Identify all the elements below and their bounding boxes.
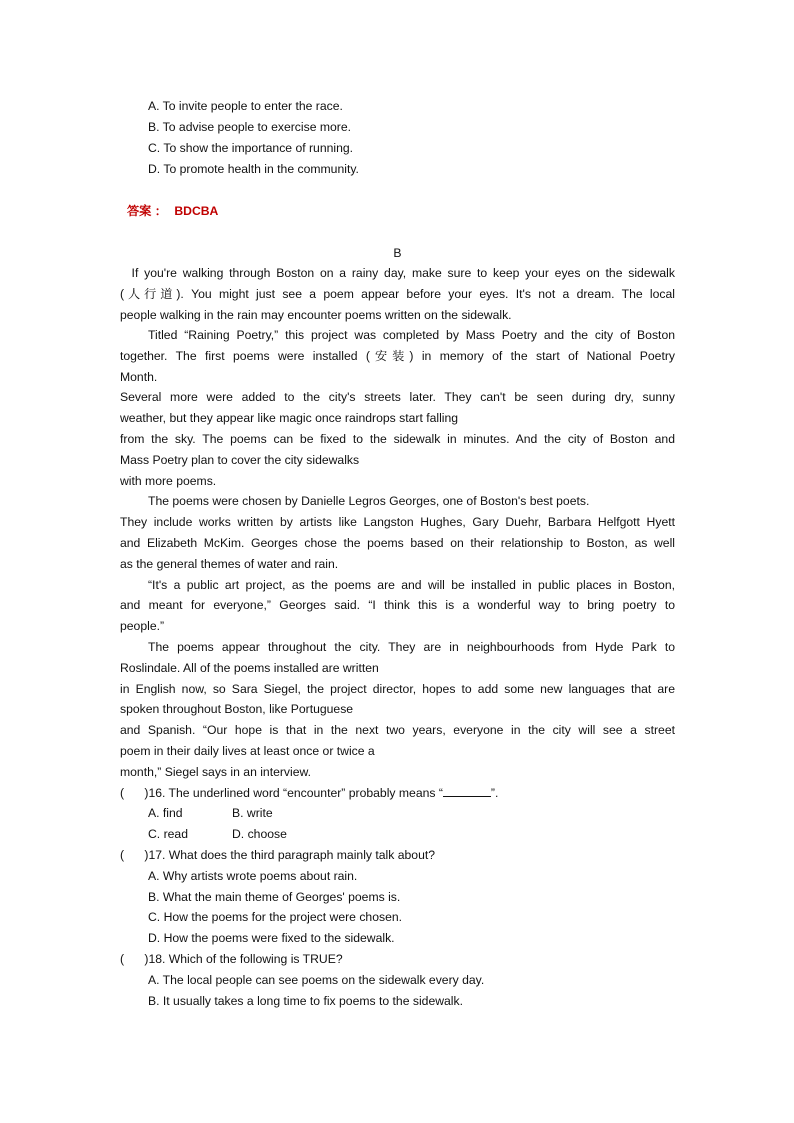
passage-line: The poems appear throughout the city. They are in neighbourhoods from Hyde Park to [148, 640, 675, 654]
passage-line: people.” [120, 619, 165, 633]
question-16-stem-end: ”. [490, 786, 499, 800]
passage-line: poem in their daily lives at least once or twice a [120, 744, 375, 758]
question-16 [120, 785, 675, 801]
passage-line: people walking in the rain may encounter poems written on the sidewalk. [120, 308, 512, 322]
option-d: D. choose [232, 827, 287, 841]
passage-line: Roslindale. All of the poems installed are written [120, 661, 379, 675]
option-c: C. How the poems for the project were chosen. [148, 910, 403, 924]
answer-value: BDCBA [174, 204, 219, 218]
passage-line: as the general themes of water and rain. [120, 557, 339, 571]
passage-line: The poems were chosen by Danielle Legros Georges, one of Boston's best poets. [148, 494, 590, 508]
answer-bracket[interactable]: ( ) [120, 786, 149, 800]
passage-line: If you're walking through Boston on a rainy day, make sure to keep your eyes on the sidewalk [120, 266, 675, 280]
passage-line: month,” Siegel says in an interview. [120, 765, 312, 779]
question-17 [120, 847, 675, 863]
option-d: D. How the poems were fixed to the sidewalk. [148, 931, 395, 945]
option-a: A. The local people can see poems on the sidewalk every day. [148, 973, 485, 987]
passage-line: and Spanish. “Our hope is that in the next two years, everyone in the city will see a street [120, 723, 675, 737]
passage-line: They include works written by artists like Langston Hughes, Gary Duehr, Barbara Helfgott Hyett [120, 515, 675, 529]
prev-option-a: A. To invite people to enter the race. [148, 99, 343, 113]
question-18 [120, 951, 675, 967]
passage-line: “It's a public art project, as the poems are and will be installed in public places in Boston, [148, 578, 675, 592]
option-a: A. Why artists wrote poems about rain. [148, 869, 358, 883]
question-16-options-row-1 [148, 805, 675, 821]
option-b: B. write [232, 806, 273, 820]
question-18-stem: 18. Which of the following is TRUE? [148, 952, 343, 966]
answer-key [127, 203, 682, 219]
question-16-stem: 16. The underlined word “encounter” probably means “ [148, 786, 443, 800]
answer-bracket[interactable]: ( ) [120, 848, 149, 862]
passage-line: from the sky. The poems can be fixed to the sidewalk in minutes. And the city of Boston and [120, 432, 675, 446]
passage-line: spoken throughout Boston, like Portuguese [120, 702, 354, 716]
passage-line: with more poems. [120, 474, 217, 488]
passage-line: Several more were added to the city's streets later. They can't be seen during dry, sunny [120, 390, 675, 404]
passage-line: weather, but they appear like magic once raindrops start falling [120, 411, 459, 425]
passage-line: Mass Poetry plan to cover the city sidewalks [120, 453, 360, 467]
passage-line: Titled “Raining Poetry,” this project was completed by Mass Poetry and the city of Boston [148, 328, 675, 342]
passage-line: (人行道). You might just see a poem appear before your eyes. It's not a dream. The local [120, 287, 675, 301]
option-b: B. What the main theme of Georges' poems is. [148, 890, 401, 904]
answer-blank [443, 785, 491, 797]
option-b: B. It usually takes a long time to fix poems to the sidewalk. [148, 994, 463, 1008]
option-c: C. read [148, 827, 188, 841]
question-17-stem: 17. What does the third paragraph mainly talk about? [148, 848, 436, 862]
answer-label: 答案 ： [127, 204, 167, 218]
section-heading: B [393, 246, 402, 260]
passage-line: together. The first poems were installed (安装) in memory of the start of National Poetry [120, 349, 675, 363]
passage-line: Month. [120, 370, 158, 384]
question-16-options-row-2 [148, 826, 675, 842]
prev-option-d: D. To promote health in the community. [148, 162, 359, 176]
prev-option-c: C. To show the importance of running. [148, 141, 354, 155]
passage-line: and Elizabeth McKim. Georges chose the poems based on their relationship to Boston, as well [120, 536, 675, 550]
prev-option-b: B. To advise people to exercise more. [148, 120, 352, 134]
passage-line: and meant for everyone,” Georges said. “I think this is a wonderful way to bring poetry to [120, 598, 675, 612]
answer-bracket[interactable]: ( ) [120, 952, 149, 966]
option-a: A. find [148, 806, 183, 820]
passage-line: in English now, so Sara Siegel, the project director, hopes to add some new languages that are [120, 682, 675, 696]
